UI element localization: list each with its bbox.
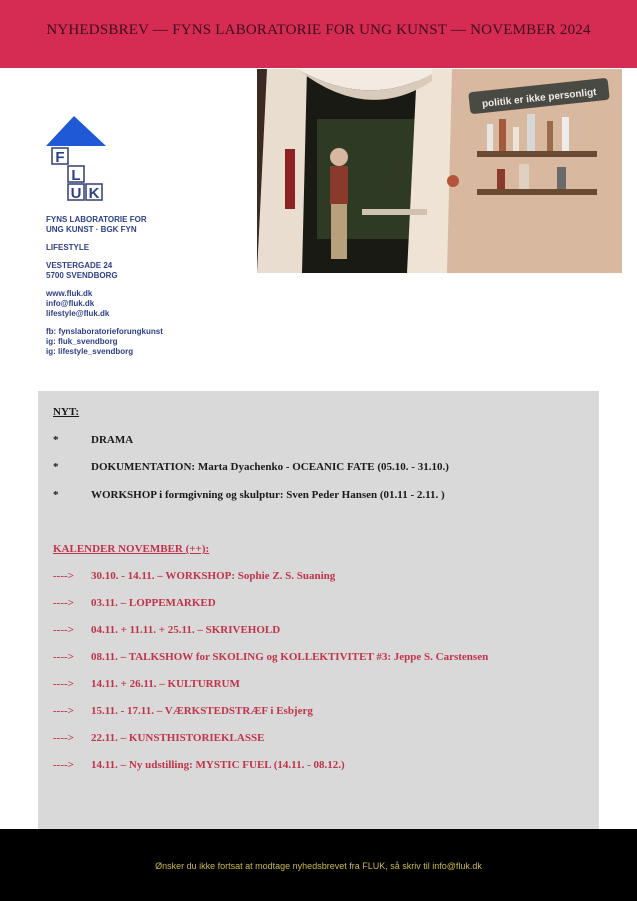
bullet: * xyxy=(53,461,59,473)
arrow-marker: ----> xyxy=(53,651,74,663)
bullet: * xyxy=(53,489,59,501)
nyt-item-text: WORKSHOP i formgivning og skulptur: Sven Peder Hansen (01.11 - 2.11. ) xyxy=(91,489,445,501)
kalender-heading: KALENDER NOVEMBER (++): xyxy=(53,543,210,555)
logo-letter-l: L xyxy=(71,167,81,184)
photo-banner-text: politik er ikke personligt xyxy=(481,87,598,110)
logo-letter-k: K xyxy=(88,185,100,202)
email-link[interactable]: lifestyle@fluk.dk xyxy=(46,309,110,318)
nyt-heading: NYT: xyxy=(53,406,80,418)
website-link[interactable]: www.fluk.dk xyxy=(46,289,93,298)
org-name-line: FYNS LABORATORIE FOR xyxy=(46,215,147,224)
newsletter-header xyxy=(0,0,637,68)
org-name xyxy=(46,215,246,235)
arrow-marker: ----> xyxy=(53,759,74,771)
instagram-link[interactable]: ig: fluk_svendborg xyxy=(46,337,118,346)
instagram-link[interactable]: ig: lifestyle_svendborg xyxy=(46,347,134,356)
arrow-marker: ----> xyxy=(53,570,74,582)
fluk-logo xyxy=(46,116,110,206)
calendar-item-text: 14.11. + 26.11. – KULTURRUM xyxy=(91,678,240,690)
header-photo xyxy=(257,69,622,273)
arrow-marker: ----> xyxy=(53,678,74,690)
lifestyle-text: LIFESTYLE xyxy=(46,243,90,252)
logo-letter-f: F xyxy=(55,149,65,166)
calendar-item-text: 04.11. + 11.11. + 25.11. – SKRIVEHOLD xyxy=(91,624,281,636)
calendar-item-text: 15.11. - 17.11. – VÆRKSTEDSTRÆF i Esbjerg xyxy=(91,705,313,717)
newsletter-footer xyxy=(0,829,637,901)
calendar-item-text: 30.10. - 14.11. – WORKSHOP: Sophie Z. S. Suaning xyxy=(91,570,336,582)
arrow-marker: ----> xyxy=(53,597,74,609)
nyt-item-text: DOKUMENTATION: Marta Dyachenko - OCEANIC FATE (05.10. - 31.10.) xyxy=(91,461,449,473)
org-name-line: UNG KUNST · BGK FYN xyxy=(46,225,137,234)
address-line: 5700 SVENDBORG xyxy=(46,271,118,280)
unsubscribe-text: Ønsker du ikke fortsat at modtage nyhedsbrevet fra FLUK, så skriv til info@fluk.dk xyxy=(155,861,482,871)
address xyxy=(46,261,246,281)
facebook-link[interactable]: fb: fynslaboratorieforungkunst xyxy=(46,327,163,336)
bullet: * xyxy=(53,434,59,446)
address-line: VESTERGADE 24 xyxy=(46,261,113,270)
calendar-item-text: 22.11. – KUNSTHISTORIEKLASSE xyxy=(91,732,265,744)
lifestyle-label xyxy=(46,243,246,253)
web-links xyxy=(46,289,246,319)
calendar-item-text: 14.11. – Ny udstilling: MYSTIC FUEL (14.11. - 08.12.) xyxy=(91,759,345,771)
email-link[interactable]: info@fluk.dk xyxy=(46,299,95,308)
calendar-item-text: 08.11. – TALKSHOW for SKOLING og KOLLEKTIVITET #3: Jeppe S. Carstensen xyxy=(91,651,489,663)
calendar-item-text: 03.11. – LOPPEMARKED xyxy=(91,597,216,609)
nyt-item-text: DRAMA xyxy=(91,434,134,446)
social-links xyxy=(46,327,246,357)
fluk-logo-graphic xyxy=(46,116,110,206)
arrow-marker: ----> xyxy=(53,705,74,717)
logo-letter-u: U xyxy=(70,185,82,202)
newsletter-title: NYHEDSBREV –– FYNS LABORATORIE FOR UNG KUNST –– NOVEMBER 2024 xyxy=(46,22,591,38)
photo-illustration xyxy=(257,69,622,273)
arrow-marker: ----> xyxy=(53,624,74,636)
contact-info xyxy=(46,215,246,365)
arrow-marker: ----> xyxy=(53,732,74,744)
